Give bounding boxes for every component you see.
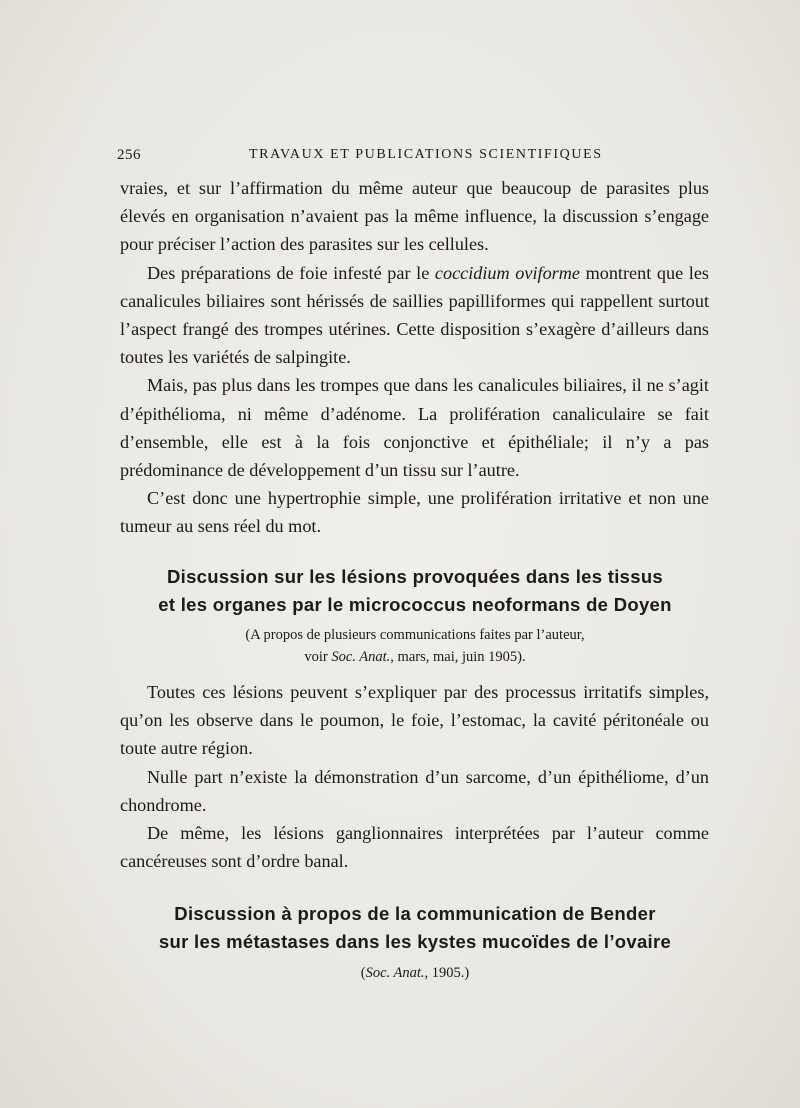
- species-name: coccidium oviforme: [434, 262, 580, 283]
- section-title-micrococcus: [100, 563, 730, 619]
- section-title-line: sur les métastases dans les kystes mucoïdes de l’ovaire: [158, 931, 672, 952]
- reference-note: [100, 962, 730, 984]
- reference-line: (A propos de plusieurs communications faites par l’auteur,: [245, 627, 585, 643]
- paragraph-sarcome: Nulle part n’existe la démonstration d’un sarcome, d’un épithéliome, d’un chondrome.: [120, 766, 709, 815]
- section-title-line: Discussion sur les lésions provoquées dans les tissus: [166, 566, 664, 587]
- paragraph-text: montrent que les canalicules biliaires sont hérissés de saillies papilliformes qui rappellent surtout l’aspect frangé des trompes utérines. Cette disposition s’exagère d’ailleurs dans toutes les variétés de salpingite.: [120, 262, 709, 368]
- reference-line: [100, 646, 730, 668]
- paragraph-ganglions: De même, les lésions ganglionnaires interprétées par l’auteur comme cancéreuses sont d’ordre banal.: [120, 823, 709, 872]
- intro-text: [120, 174, 709, 541]
- running-title: TRAVAUX ET PUBLICATIONS SCIENTIFIQUES: [249, 147, 603, 162]
- paragraph-trompes: Mais, pas plus dans les trompes que dans les canalicules biliaires, il ne s’agit d’épithélioma, ni même d’adénome. La prolifération canaliculaire se fait d’ensemble, elle est à la fois conjonctive et épithéliale; il n’y a pas prédominance de développement d’un tissu sur l’autre.: [120, 375, 709, 481]
- reference-text: (: [360, 965, 366, 981]
- paragraph-text: Des préparations de foie infesté par le: [147, 262, 435, 283]
- paragraph-coccidium: [120, 259, 709, 372]
- reference-line: [100, 962, 730, 984]
- section-title-line: Discussion à propos de la communication de Bender: [174, 903, 656, 924]
- section-title-line: et les organes par le micrococcus neoformans de Doyen: [158, 594, 672, 615]
- journal-name: Soc. Anat.: [365, 965, 425, 981]
- paragraph-continuation: vraies, et sur l’affirmation du même auteur que beaucoup de parasites plus élevés en organisation n’avaient pas la même influence, la discussion s’engage pour préciser l’action des parasites sur les cellules.: [120, 178, 709, 255]
- page-number: 256: [117, 147, 141, 163]
- reference-text: , 1905.): [424, 965, 470, 981]
- section1-text: [120, 678, 709, 875]
- reference-note: [100, 624, 730, 668]
- journal-name: Soc. Anat.: [331, 649, 391, 665]
- section-title-bender: [100, 900, 730, 956]
- running-header: [117, 147, 709, 167]
- reference-text: voir: [304, 649, 332, 665]
- paragraph-lesions: Toutes ces lésions peuvent s’expliquer par des processus irritatifs simples, qu’on les observe dans le poumon, le foie, l’estomac, la cavité péritonéale ou toute autre région.: [120, 682, 709, 759]
- reference-text: , mars, mai, juin 1905).: [390, 649, 526, 665]
- paragraph-conclusion: C’est donc une hypertrophie simple, une prolifération irritative et non une tumeur au sens réel du mot.: [120, 488, 709, 537]
